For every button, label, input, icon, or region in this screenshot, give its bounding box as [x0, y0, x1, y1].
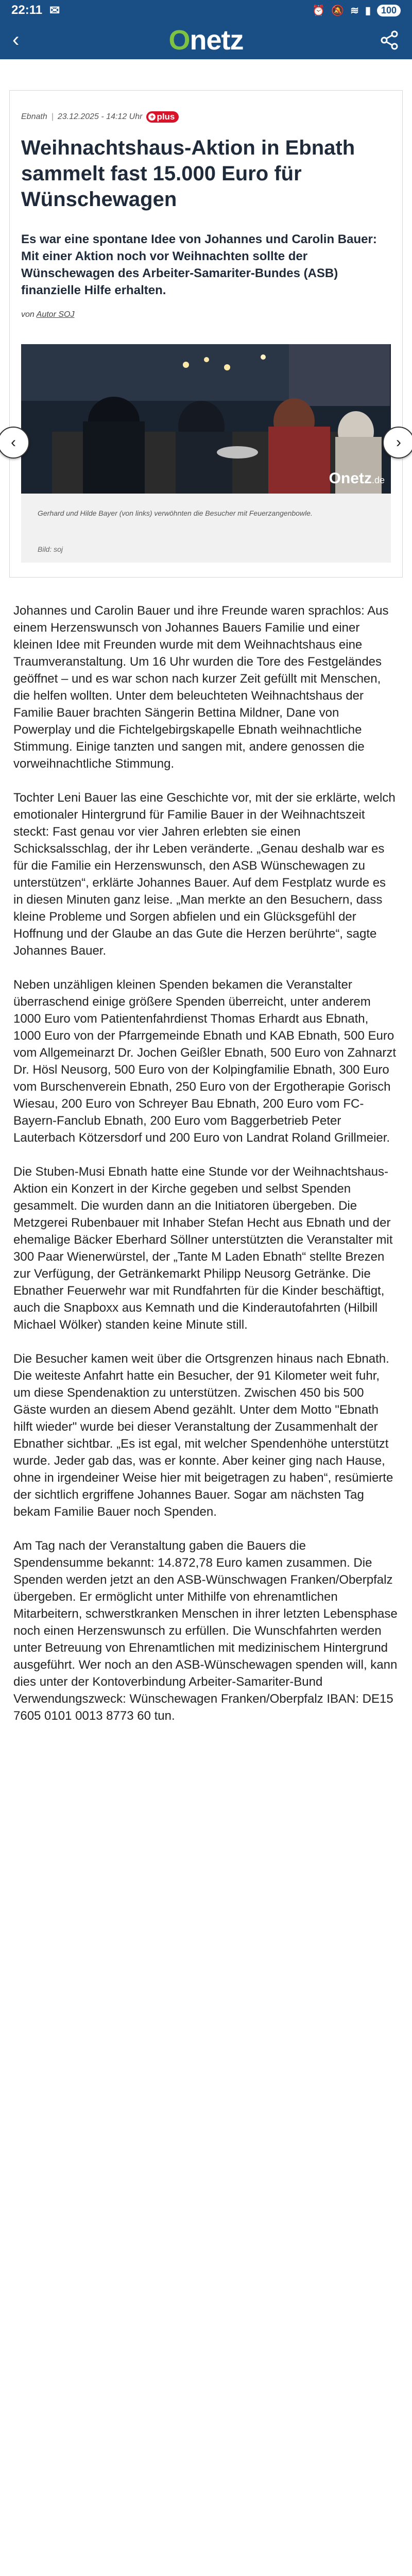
chevron-left-icon: ‹ — [11, 434, 16, 451]
logo-o: O — [168, 24, 190, 56]
logo-text: netz — [190, 24, 244, 56]
page-content — [0, 90, 412, 1724]
author-link[interactable]: Autor SOJ — [36, 310, 75, 319]
share-icon[interactable] — [379, 30, 400, 50]
article-card — [9, 90, 403, 578]
mute-icon: 🔕 — [331, 5, 345, 16]
article-author — [21, 310, 391, 319]
article-meta: Ebnath | 23.12.2025 - 14:12 Uhr + plus — [21, 111, 391, 123]
chevron-right-icon: › — [396, 434, 401, 451]
article-paragraph: Neben unzähligen kleinen Spenden bekamen die Veranstalter überraschend einige größere Spenden überreicht, unter anderem 1000 Euro vom Patientenfahrdienst Thomas Erhardt aus Ebnath, 1000 Euro von der Pfarrgemeinde Ebnath und KAB Ebnath, 500 Euro vom Allgemeinarzt Dr. Jochen Geißler Ebnath, 500 Euro von Zahnarzt Dr. Hösl Neusorg, 500 Euro von der Kolpingfamilie Ebnath, 300 Euro vom Burschenverein Ebnath, 250 Euro von der Ergotherapie Gorisch Wiesau, 200 Euro von Schreyer Bau Ebnath, 200 Euro vom FC-Bayern-Fanclub Ebnath, 200 Euro vom Baggerbetrieb Peter Lauterbach Kötzersdorf und 200 Euro von Landrat Roland Grillmeier. — [13, 978, 397, 1145]
plus-icon: + — [148, 113, 156, 121]
article-paragraph: Tochter Leni Bauer las eine Geschichte vor, mit der sie erklärte, welch emotionaler Hintergrund für Familie Bauer in der Weihnachtszeit steckt: Fast genau vor vier Jahren erlebten sie einen Schicksalsschlag, der ihr Leben veränderte. „Genau deshalb war es für die Familie ein Herzenswunsch, den ASB Wünschewagen zu unterstützen“, erklärte Johannes Bauer. Auf dem Festplatz wurde es in diesen Minuten ganz leise. „Man merkte an den Besuchern, dass kleine Probleme und Sorgen abfielen und ein Glücksgefühl der Hoffnung und der Glaube an das Gute die Herzen berührte“, sagte Johannes Bauer. — [13, 791, 396, 958]
author-prefix: von — [21, 310, 35, 319]
article-paragraph: Johannes und Carolin Bauer und ihre Freunde waren sprachlos: Aus einem Herzenswunsch von Johannes Bauers Familie und einer kleinen Idee mit Freunden wurde mit dem Weihnachtshaus eine Traumveranstaltung. Um 16 Uhr wurden die Tore des Festgeländes geöffnet – und es war schon nach kurzer Zeit gefüllt mit Menschen, die helfen wollten. Unter dem beleuchteten Weihnachtshaus der Familie Bauer brachten Sängerin Bettina Mildner, Dane von Powerplay und die Fichtelgebirgskapelle Ebnath weihnachtliche Stimmung. Einige tanzten und sangen mit, andere genossen die vorweihnachtliche Stimmung. — [13, 604, 389, 771]
article-paragraph: Die Besucher kamen weit über die Ortsgrenzen hinaus nach Ebnath. Die weiteste Anfahrt hatte ein Besucher, der 91 Kilometer weit fuhr, um diese Spendenaktion zu unterstützen. Zwischen 450 bis 500 Gäste wurden an diesem Abend gezählt. Unter dem Motto "Ebnath hilft wieder" wurde bei dieser Veranstaltung der Zusammenhalt der Ebnather sichtbar. „Es ist egal, mit welcher Spendenhöhe unterstützt wurde. Jeder gab das, was er konnte. Aber keiner ging nach Hause, ohne in irgendeiner Weise hier mit beigetragen zu haben“, resümierte der sichtlich ergriffene Johannes Bauer. Sogar am nächsten Tag bekam Familie Bauer noch Spenden. — [13, 1352, 393, 1519]
onetz-logo[interactable] — [168, 24, 243, 56]
messenger-icon: ✉ — [49, 3, 60, 18]
article-headline: Weihnachtshaus-Aktion in Ebnath sammelt fast 15.000 Euro für Wünschewagen — [21, 137, 355, 211]
plus-label: plus — [157, 112, 175, 122]
battery-indicator: 100 — [377, 5, 401, 16]
article-paragraph: Am Tag nach der Veranstaltung gaben die Bauers die Spendensumme bekannt: 14.872,78 Euro kamen zusammen. Die Spenden werden jetzt an den ASB-Wünschwagen Franken/Oberpfalz übergeben. Er ermöglicht unter Mithilfe von ehrenamtlichen Mitarbeitern, schwerstkranken Menschen in ihrer letzten Lebensphase noch einen Herzenswunsch zu erfüllen. Die Wunschfahrten werden unter Betreuung von Ehrenamtlichen mit medizinischem Hintergrund ausgeführt. Wer noch an den ASB-Wünschewagen spenden will, kann dies unter der Kontoverbindung Arbeiter-Samariter-Bund Verwendungszweck: Wünschewagen Franken/Oberpfalz IBAN: DE15 7605 0101 0013 8773 60 tun. — [13, 1539, 398, 1723]
article-lead: Es war eine spontane Idee von Johannes und Carolin Bauer: Mit einer Aktion noch vor Weihnachten sollte der Wünschewagen des Arbeiter-Samariter-Bundes (ASB) finanzielle Hilfe erhalten. — [21, 232, 377, 297]
article-date: 23.12.2025 - 14:12 Uhr — [57, 112, 143, 121]
watermark-suffix: .de — [371, 475, 385, 485]
plus-badge — [146, 111, 179, 123]
article-paragraph: Die Stuben-Musi Ebnath hatte eine Stunde vor der Weihnachtshaus-Aktion ein Konzert in der Kirche gegeben und selbst Spenden gesammelt. Die wurden dann an die Initiatoren übergeben. Die Metzgerei Rubenbauer mit Inhaber Stefan Hecht aus Ebnath und der ehemalige Bäcker Eberhard Söllner unterstützten die Veranstalter mit 300 Paar Wienerwürstel, der „Tante M Laden Ebnath“ stellte Brezen zur Verfügung, der Getränkemarkt Philipp Neusorg Getränke. Die Ebnather Feuerwehr war mit Rundfahrten für die Kinder beschäftigt, auch die Snapboxx aus Kemnath und die Kinderautofahrten (Hilbill Michael Wölker) standen keine Minute still. — [13, 1165, 393, 1332]
photo-caption: Gerhard und Hilde Bayer (von links) verwöhnten die Besucher mit Feuerzangenbowle. — [38, 509, 313, 517]
back-arrow-icon[interactable]: ‹ — [12, 28, 20, 51]
article-category[interactable]: Ebnath — [21, 112, 47, 121]
article-body — [9, 578, 403, 1724]
status-left — [11, 3, 60, 18]
article-photo[interactable] — [21, 344, 391, 494]
watermark-text: Onetz — [329, 470, 372, 487]
status-time: 22:11 — [11, 3, 43, 17]
gallery-next-button[interactable] — [383, 427, 412, 459]
wifi-icon: ≋ — [350, 5, 359, 16]
photo-credit: Bild: soj — [38, 545, 63, 553]
signal-icon: ▮ — [365, 5, 371, 16]
alarm-icon: ⏰ — [312, 5, 325, 16]
status-right — [312, 4, 401, 17]
app-bar — [0, 21, 412, 59]
status-bar — [0, 0, 412, 21]
image-gallery — [11, 344, 401, 563]
photo-watermark — [329, 470, 385, 487]
